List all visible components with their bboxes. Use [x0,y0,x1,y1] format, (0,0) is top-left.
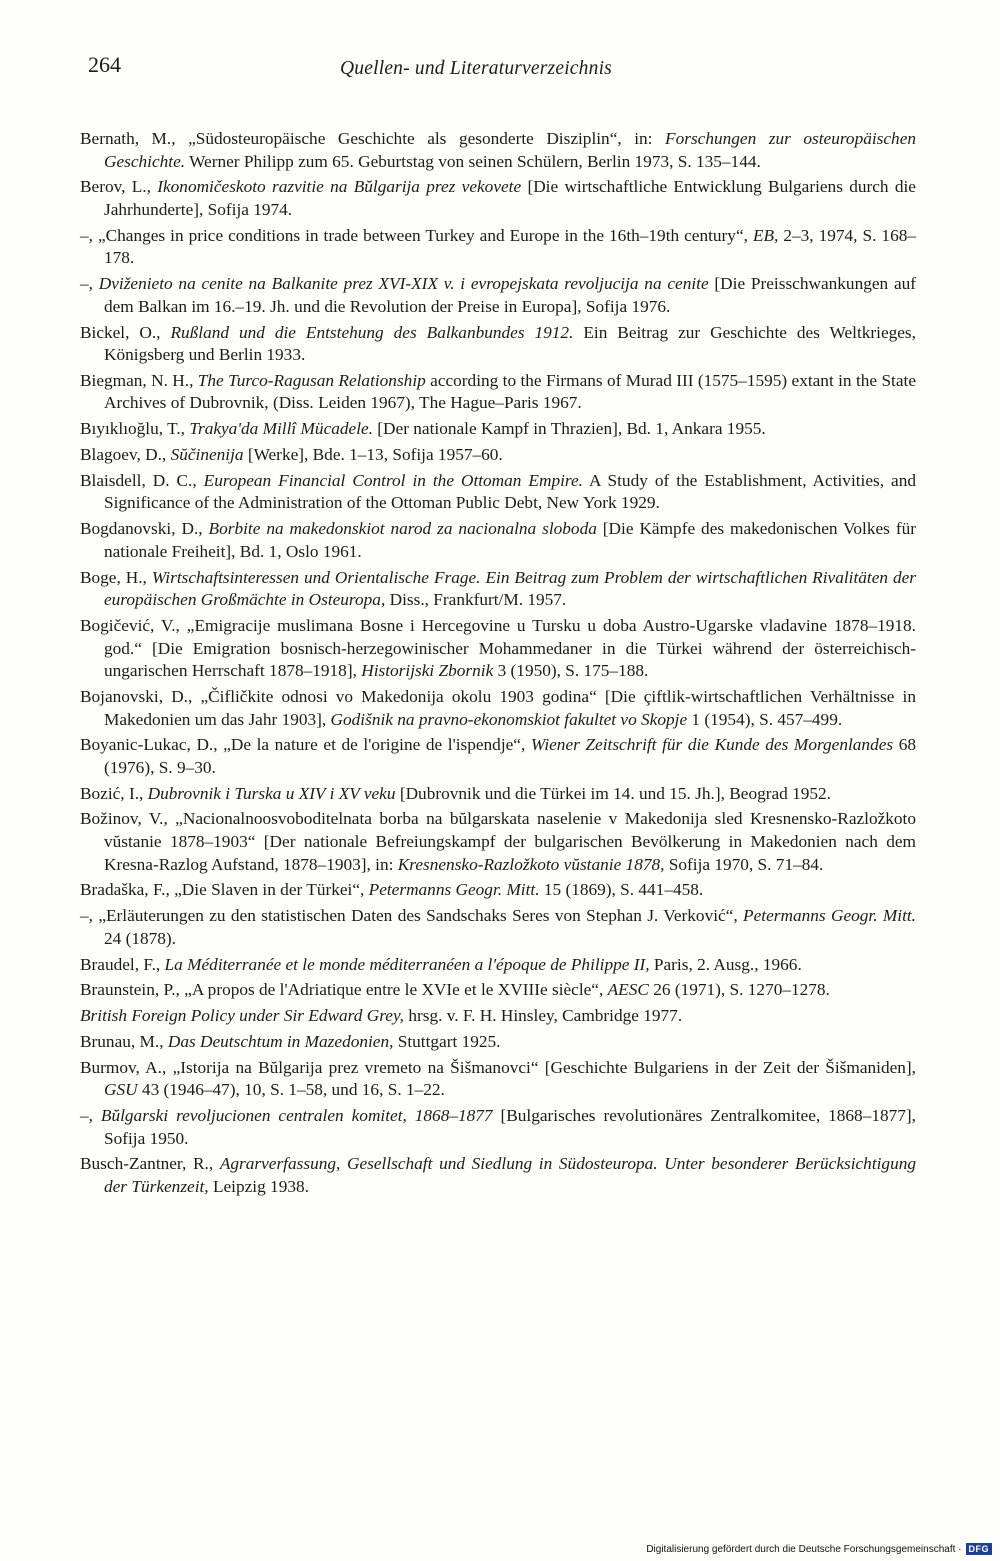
entry-text: 15 (1869), S. 441–458. [539,880,704,900]
footer-text: Digitalisierung gefördert durch die Deutsche Forschungsgemeinschaft · [646,1543,962,1555]
bibliography-entry [80,176,916,221]
entry-title-italic: Rußland und die Entstehung des Balkanbundes 1912. [170,322,574,342]
entry-text: Blagoev, D., [80,445,171,465]
entry-text: according to the Firmans of Murad III (1575–1595) extant in the State Archives of Dubrovnik, (Diss. Leiden 1967), The Hague–Paris 1967. [104,370,917,413]
entry-title-italic: Petermanns Geogr. Mitt. [368,880,540,900]
entry-text: Brunau, M., [80,1031,168,1051]
entry-text: 1 (1954), S. 457–499. [687,709,843,729]
entry-title-italic: European Financial Control in the Ottoman Empire. [203,470,583,490]
bibliography-entry [80,567,916,612]
bibliography-entry [80,1031,916,1054]
entry-text: [Der nationale Kampf in Thrazien], Bd. 1, Ankara 1955. [372,419,766,439]
bibliography-entry [80,225,916,270]
entry-title-italic: Agrarverfassung, Gesellschaft und Siedlung in Südosteuropa. Unter besonderer Berücksichtigung der Türkenzeit, [104,1154,916,1197]
entry-text: –, [80,274,99,294]
entry-text: Ein Beitrag zur Geschichte des Weltkrieges, Königsberg und Berlin 1933. [104,322,916,365]
bibliography-entry [80,879,916,902]
bibliography-entry [80,686,916,731]
bibliography-list [80,128,916,1202]
bibliography-entry [80,470,916,515]
entry-text: –, „Erläuterungen zu den statistischen Daten des Sandschaks Seres von Stephan J. Verković“, [80,906,744,926]
bibliography-entry [80,1057,916,1102]
bibliography-entry [80,808,916,876]
entry-text: Bıyıklıoğlu, T., [80,419,190,439]
entry-text: Berov, L., [80,177,158,197]
entry-text: Sofija 1970, S. 71–84. [664,854,824,874]
dfg-logo: DFG [966,1543,993,1555]
entry-title-italic: Godišnik na pravno-ekonomskiot fakultet vo Skopje [330,709,688,729]
entry-text: 24 (1878). [104,928,176,948]
entry-text: Bojanovski, D., „Čifličkite odnosi vo Makedonija okolu 1903 godina“ [Die çiftlik-wirtschaftlichen Verhältnisse in Makedonien um das Jahr 1903], [80,686,916,729]
entry-text: 43 (1946–47), 10, S. 1–58, und 16, S. 1–22. [137,1080,445,1100]
entry-text: [Bulgarisches revolutionäres Zentralkomitee, 1868–1877], Sofija 1950. [104,1106,916,1148]
bibliography-entry [80,783,916,806]
bibliography-entry [80,734,916,779]
entry-text: Bogdanovski, D., [80,519,209,539]
entry-text: Leipzig 1938. [208,1177,309,1197]
entry-text: 3 (1950), S. 175–188. [493,661,649,681]
bibliography-entry [80,418,916,441]
bibliography-entry [80,1005,916,1028]
bibliography-entry [80,615,916,683]
entry-title-italic: Wiener Zeitschrift für die Kunde des Morgenlandes [530,735,894,755]
entry-text: –, „Changes in price conditions in trade between Turkey and Europe in the 16th–19th century“, [80,225,753,245]
entry-text: Busch-Zantner, R., [80,1154,220,1174]
entry-text: 2–3, 1974, S. 168–178. [104,225,916,268]
entry-text: Bradaška, F., „Die Slaven in der Türkei“, [80,880,369,900]
entry-text: Stuttgart 1925. [393,1031,501,1051]
bibliography-entry [80,1105,916,1150]
entry-title-italic: Petermanns Geogr. Mitt. [743,906,917,926]
bibliography-entry [80,444,916,467]
entry-title-italic: Ikonomičeskoto razvitie na Bŭlgarija prez vekovete [157,177,522,197]
entry-text: Boyanic-Lukac, D., „De la nature et de l'origine de l'ispendje“, [80,735,531,755]
entry-title-italic: Sŭčinenija [170,445,244,465]
bibliography-entry [80,905,916,950]
entry-text: [Dubrovnik und die Türkei im 14. und 15. Jh.], Beograd 1952. [395,783,831,803]
entry-text: Bickel, O., [80,322,171,342]
entry-text: Braudel, F., [80,954,165,974]
entry-text: –, [80,1106,101,1126]
entry-title-italic: Dviženieto na cenite na Balkanite prez XVI-XIX v. i evropejskata revoljucija na cenite [98,274,709,294]
entry-title-italic: AESC [607,980,649,1000]
entry-title-italic: The Turco-Ragusan Relationship [197,370,426,390]
bibliography-entry [80,1153,916,1198]
entry-title-italic: Dubrovnik i Turska u XIV i XV veku [147,783,396,803]
entry-title-italic: Borbite na makedonskiot narod za nacionalna sloboda [208,519,597,539]
entry-title-italic: Trakya'da Millî Mücadele. [189,419,373,439]
entry-title-italic: EB, [752,225,779,245]
entry-text: Blaisdell, D. C., [80,470,204,490]
bibliography-entry [80,954,916,977]
entry-text: Diss., Frankfurt/M. 1957. [385,590,567,610]
entry-title-italic: Wirtschaftsinteressen und Orientalische Frage. Ein Beitrag zum Problem der wirtschaftlichen Rivalitäten der europäischen Großmächte in Osteuropa, [104,567,917,610]
digitization-footer [646,1543,992,1555]
entry-text: Burmov, A., „Istorija na Bŭlgarija prez vremeto na Šišmanovci“ [Geschichte Bulgariens in der Zeit der Šišmaniden], [80,1057,916,1077]
entry-text: [Die wirtschaftliche Entwicklung Bulgariens durch die Jahrhunderte], Sofija 1974. [104,177,916,219]
entry-title-italic: Historijski Zbornik [361,661,494,681]
entry-title-italic: Kresnensko-Razložkoto vŭstanie 1878, [397,854,665,874]
bibliography-entry [80,979,916,1002]
entry-text: Bozić, I., [80,783,148,803]
bibliography-entry [80,273,916,318]
entry-text: Paris, 2. Ausg., 1966. [649,954,802,974]
entry-title-italic: GSU [104,1080,138,1100]
entry-text: Božinov, V., „Nacionalnoosvoboditelnata borba na bŭlgarskata naselenie v Makedonija sled Kresnensko-Razložkoto vŭstanie 1878–1903“ [Der nationale Befreiungskampf der bulgarischen Bevölkerung in Makedonien nach dem Kresna-Razlog Aufstand, 1878–1903], in: [80,809,916,874]
entry-text: Braunstein, P., „A propos de l'Adriatique entre le XVIe et le XVIIIe siècle“, [80,980,608,1000]
entry-title-italic: Das Deutschtum in Mazedonien, [167,1031,394,1051]
entry-text: Bogičević, V., „Emigracije muslimana Bosne i Hercegovine u Tursku u doba Austro-Ugarske vladavine 1878–1918. god.“ [Die Emigration bosnisch-herzegowinischer Mohammedaner in die Türkei während der österreichisch-ungarischen Herrschaft 1878–1918], [80,615,916,681]
entry-text: Werner Philipp zum 65. Geburtstag von seinen Schülern, Berlin 1973, S. 135–144. [185,151,761,171]
page-number: 264 [88,52,121,77]
entry-text: [Die Kämpfe des makedonischen Volkes für nationale Freiheit], Bd. 1, Oslo 1961. [104,519,916,561]
entry-text: 26 (1971), S. 1270–1278. [648,980,830,1000]
entry-text: Bernath, M., „Südosteuropäische Geschichte als gesonderte Disziplin“, in: [80,129,666,148]
running-head: Quellen- und Literaturverzeichnis [340,58,612,79]
entry-title-italic: La Méditerranée et le monde méditerranéen a l'époque de Philippe II, [164,954,650,974]
entry-text: 68 (1976), S. 9–30. [104,735,917,777]
bibliography-entry [80,322,916,367]
entry-title-italic: Forschungen zur osteuropäischen Geschichte. [104,129,917,171]
entry-title-italic: Bŭlgarski revoljucionen centralen komitet, 1868–1877 [100,1106,493,1126]
entry-text: Boge, H., [80,567,152,587]
entry-text: [Werke], Bde. 1–13, Sofija 1957–60. [243,445,503,465]
bibliography-entry [80,128,916,173]
entry-text: [Die Preisschwankungen auf dem Balkan im 16.–19. Jh. und die Revolution der Preise in Europa], Sofija 1976. [104,274,917,316]
bibliography-entry [80,518,916,563]
entry-text: A Study of the Establishment, Activities, and Significance of the Administration of the Ottoman Public Debt, New York 1929. [104,470,917,513]
bibliography-entry [80,370,916,415]
entry-text: hrsg. v. F. H. Hinsley, Cambridge 1977. [404,1006,683,1026]
entry-title-italic: British Foreign Policy under Sir Edward Grey, [80,1006,404,1026]
entry-text: Biegman, N. H., [80,370,198,390]
